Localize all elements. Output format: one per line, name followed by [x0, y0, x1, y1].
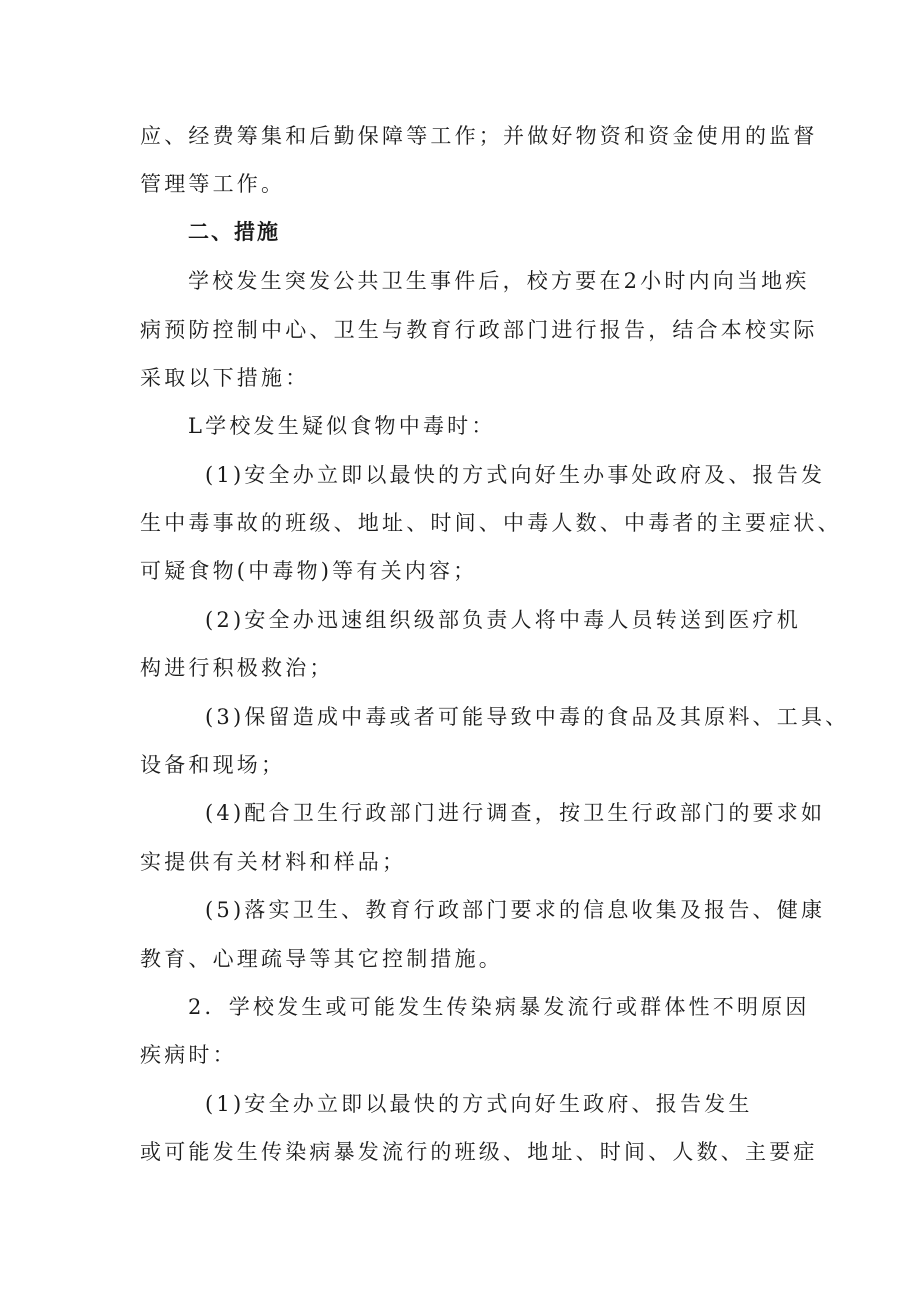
- section-heading: 二、措施: [188, 220, 280, 244]
- body-text-line: 生中毒事故的班级、地址、时间、中毒人数、中毒者的主要症状、: [140, 511, 842, 535]
- list-heading: 2．学校发生或可能发生传染病暴发流行或群体性不明原因: [188, 995, 810, 1019]
- list-item-first-line: (3)保留造成中毒或者可能导致中毒的食品及其原料、工具、: [205, 705, 850, 729]
- list-heading: L学校发生疑似食物中毒时：: [188, 414, 496, 438]
- body-text-line: 疾病时：: [140, 1043, 237, 1067]
- body-text-line: 教育、心理疏导等其它控制措施。: [140, 947, 503, 971]
- body-text-line: 实提供有关材料和样品；: [140, 850, 407, 874]
- list-item-first-line: (2)安全办迅速组织级部负责人将中毒人员转送到医疗机: [205, 608, 801, 632]
- list-item-first-line: (5)落实卫生、教育行政部门要求的信息收集及报告、健康: [205, 898, 826, 922]
- list-item-first-line: (1)安全办立即以最快的方式向好生政府、报告发生: [205, 1092, 753, 1116]
- body-text-line: 或可能发生传染病暴发流行的班级、地址、时间、人数、主要症: [140, 1140, 818, 1164]
- body-text-line: 设备和现场；: [140, 753, 286, 777]
- body-text-line: 病预防控制中心、卫生与教育行政部门进行报告，结合本校实际: [140, 318, 818, 342]
- body-text-line: 管理等工作。: [140, 172, 286, 196]
- body-text-line: 采取以下措施：: [140, 366, 310, 390]
- list-item-first-line: (4)配合卫生行政部门进行调查，按卫生行政部门的要求如: [205, 801, 826, 825]
- list-item-first-line: (1)安全办立即以最快的方式向好生办事处政府及、报告发: [205, 463, 826, 487]
- body-text-line: 应、经费筹集和后勤保障等工作；并做好物资和资金使用的监督: [140, 124, 818, 148]
- body-text-line: 构进行积极救治；: [140, 656, 334, 680]
- paragraph-first-line: 学校发生突发公共卫生事件后，校方要在2小时内向当地疾: [188, 269, 810, 293]
- body-text-line: 可疑食物(中毒物)等有关内容；: [140, 559, 478, 583]
